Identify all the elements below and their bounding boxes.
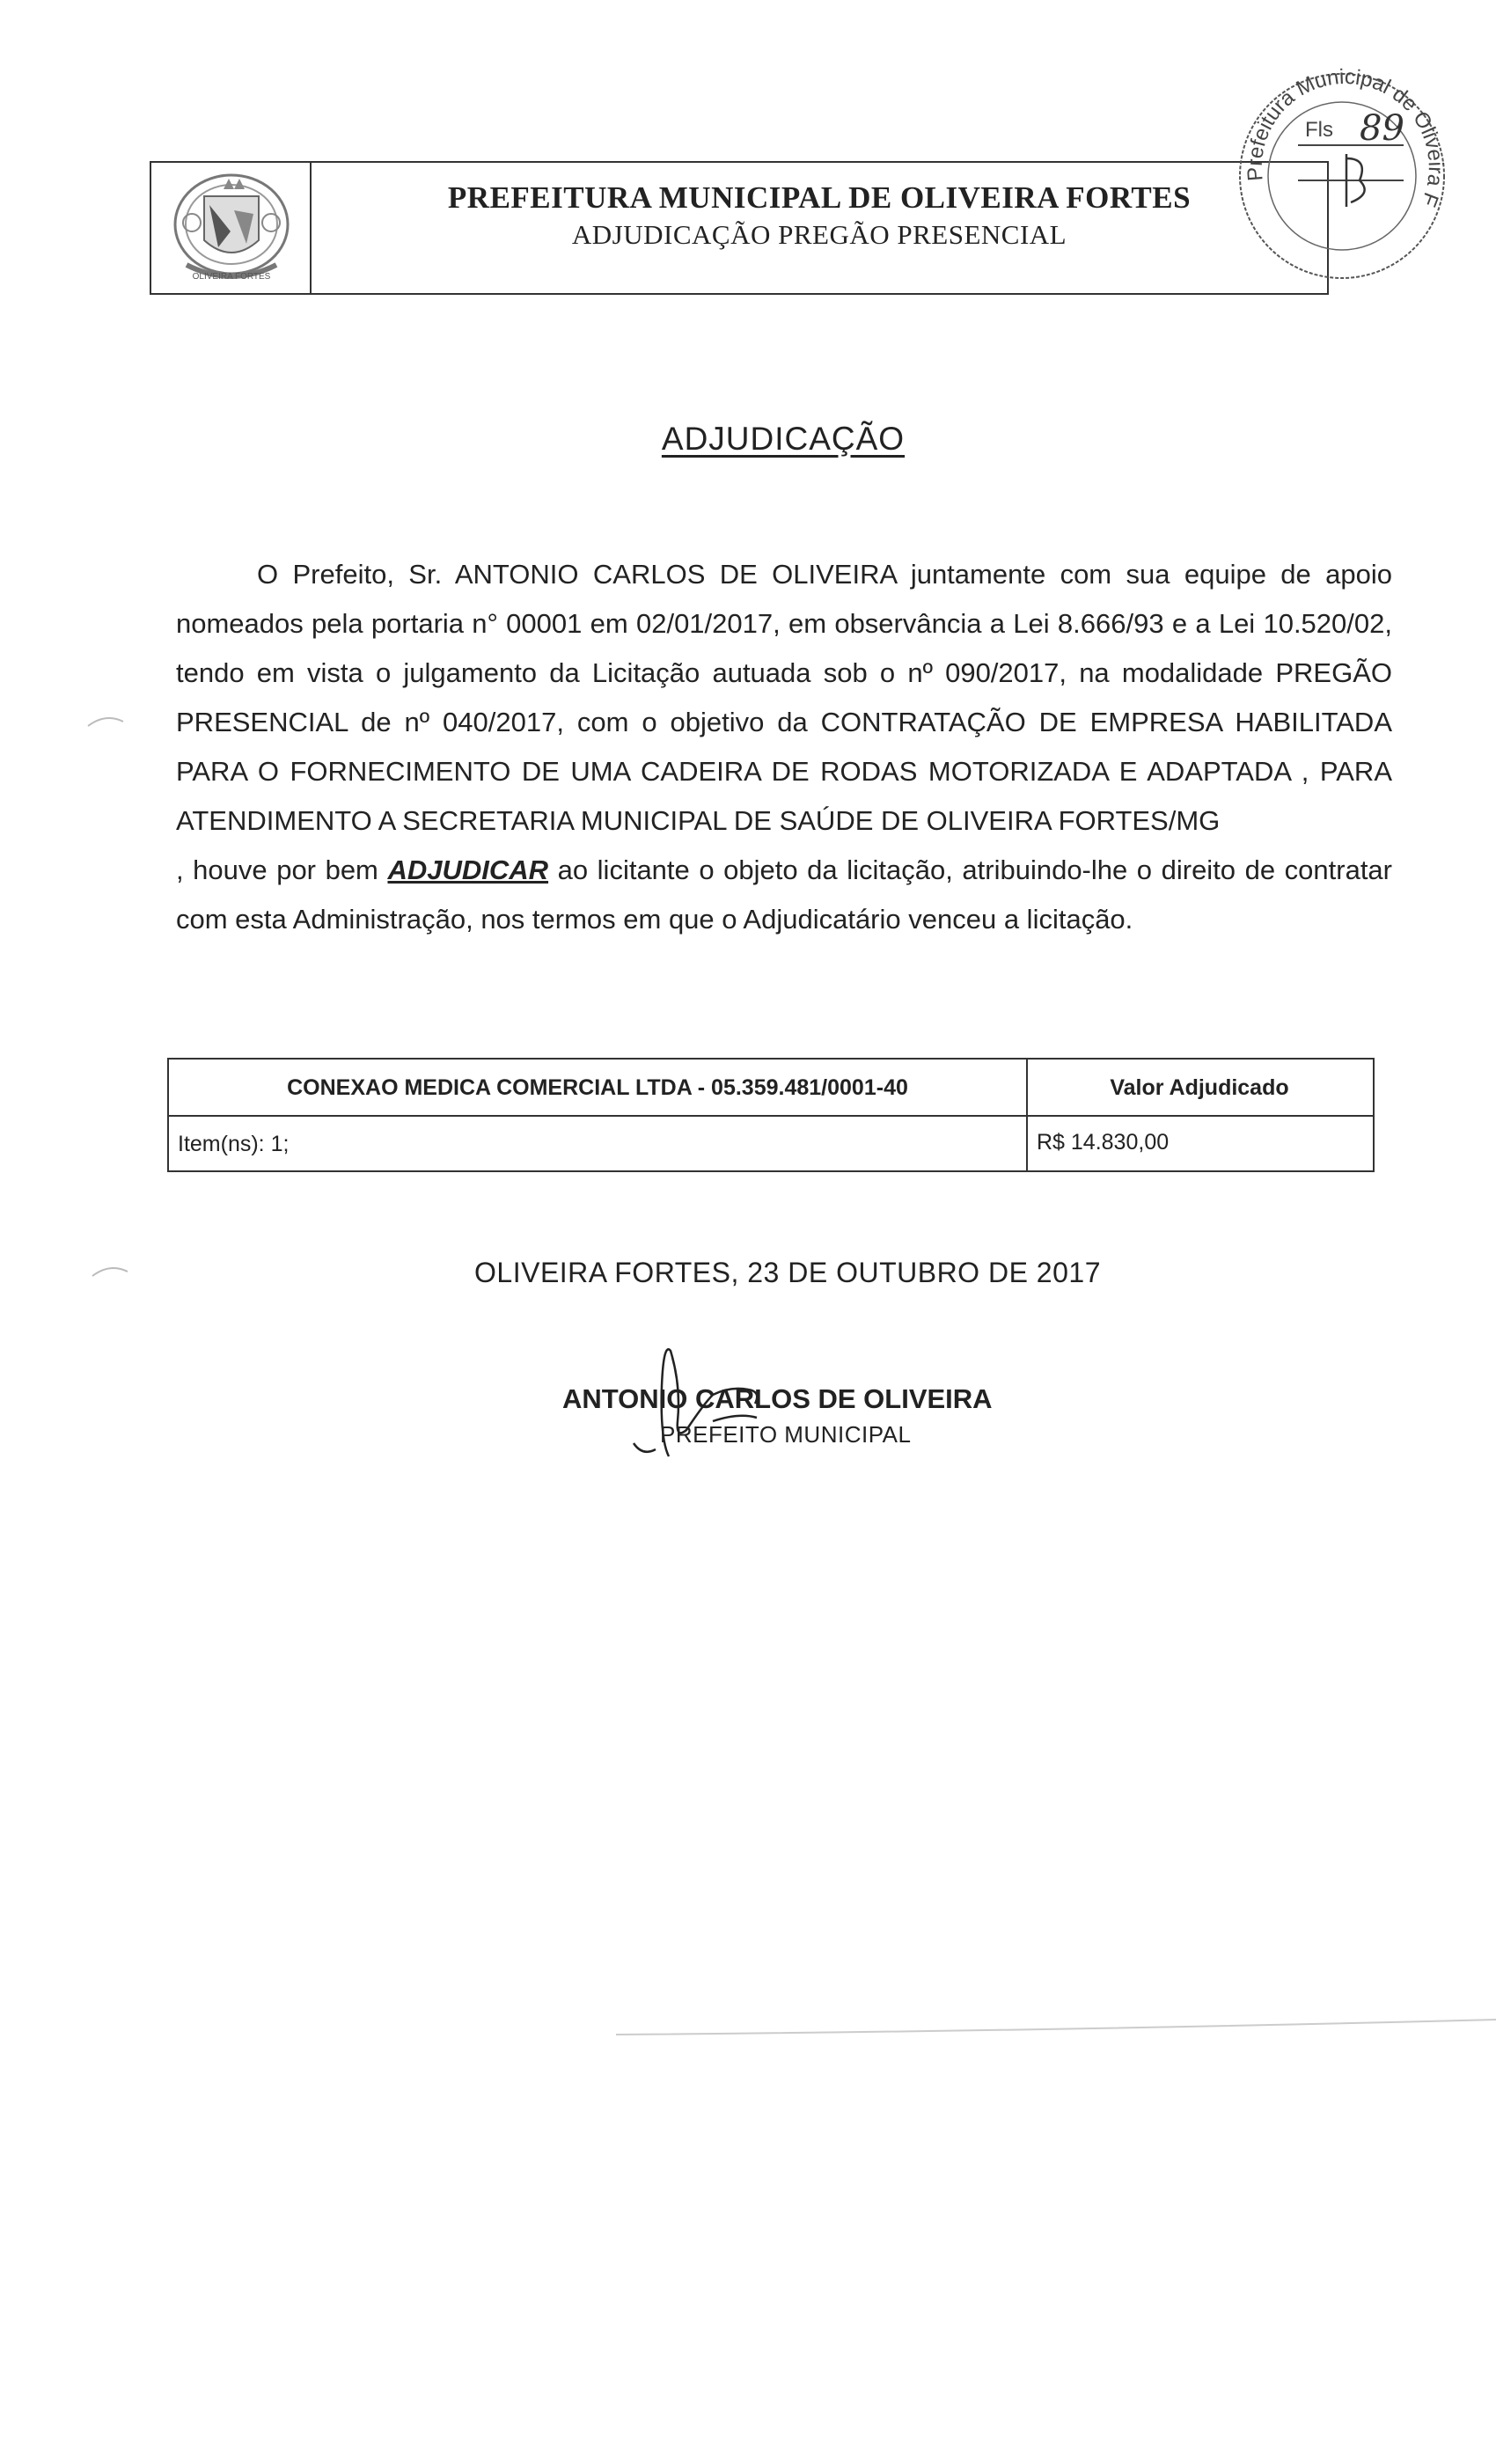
decision-lead-text: , houve por bem [176, 854, 378, 885]
scan-line [616, 2015, 1496, 2042]
municipality-title: PREFEITURA MUNICIPAL DE OLIVEIRA FORTES [447, 180, 1192, 215]
protocol-stamp-icon [1228, 48, 1456, 286]
document-body [176, 550, 1392, 944]
adjudication-paragraph: O Prefeito, Sr. ANTONIO CARLOS DE OLIVEIRA juntamente com sua equipe de apoio nomeados pela portaria n° 00001 em 02/01/2017, em observância a Lei 8.666/93 e a Lei 10.520/02, tendo em vista o julgamento da Licitação autuada sob o nº 090/2017, na modalidade PREGÃO PRESENCIAL de nº 040/2017, com o objetivo da CONTRATAÇÃO DE EMPRESA HABILITADA PARA O FORNECIMENTO DE UMA CADEIRA DE RODAS MOTORIZADA E ADAPTADA , PARA ATENDIMENTO A SECRETARIA MUNICIPAL DE SAÚDE DE OLIVEIRA FORTES/MG [176, 559, 1392, 836]
adjudication-decision-paragraph [176, 846, 1392, 944]
decision-body-text: ao licitante o objeto da licitação, atribuindo-lhe o direito de contratar com esta Administração, nos termos em que o Adjudicatário venceu a licitação. [176, 854, 1392, 935]
winning-company: CONEXAO MEDICA COMERCIAL LTDA - 05.359.481/0001-40 [287, 1075, 908, 1100]
scan-mark [88, 1263, 132, 1280]
svg-text:OLIVEIRA FORTES: OLIVEIRA FORTES [192, 272, 271, 282]
adjudicar-emphasis: ADJUDICAR [387, 854, 549, 885]
svg-text:Prefeitura Municipal de Olivei [1228, 48, 1448, 209]
document-date: OLIVEIRA FORTES, 23 DE OUTUBRO DE 2017 [474, 1257, 1101, 1288]
value-header: Valor Adjudicado [1110, 1075, 1289, 1100]
document-type-subtitle: ADJUDICAÇÃO PREGÃO PRESENCIAL [571, 219, 1067, 250]
awarded-value: R$ 14.830,00 [1037, 1130, 1170, 1155]
scan-mark [84, 713, 128, 730]
crest-cell [151, 163, 312, 293]
stamp-page-number: 89 [1360, 108, 1404, 149]
items-cell: Item(ns): 1; [178, 1132, 290, 1156]
municipal-coat-of-arms-icon [160, 170, 303, 290]
award-table [167, 1058, 1375, 1172]
stamp-fls-label: Fls [1305, 118, 1333, 142]
letterhead [150, 161, 1329, 295]
signatory-name: ANTONIO CARLOS DE OLIVEIRA [562, 1383, 993, 1414]
document-title: ADJUDICAÇÃO [661, 421, 906, 457]
page-number-stamp [1228, 48, 1456, 290]
signatory-role: PREFEITO MUNICIPAL [660, 1421, 912, 1448]
stamp-ring-text: Prefeitura Municipal de Oliveira F [1243, 64, 1448, 210]
